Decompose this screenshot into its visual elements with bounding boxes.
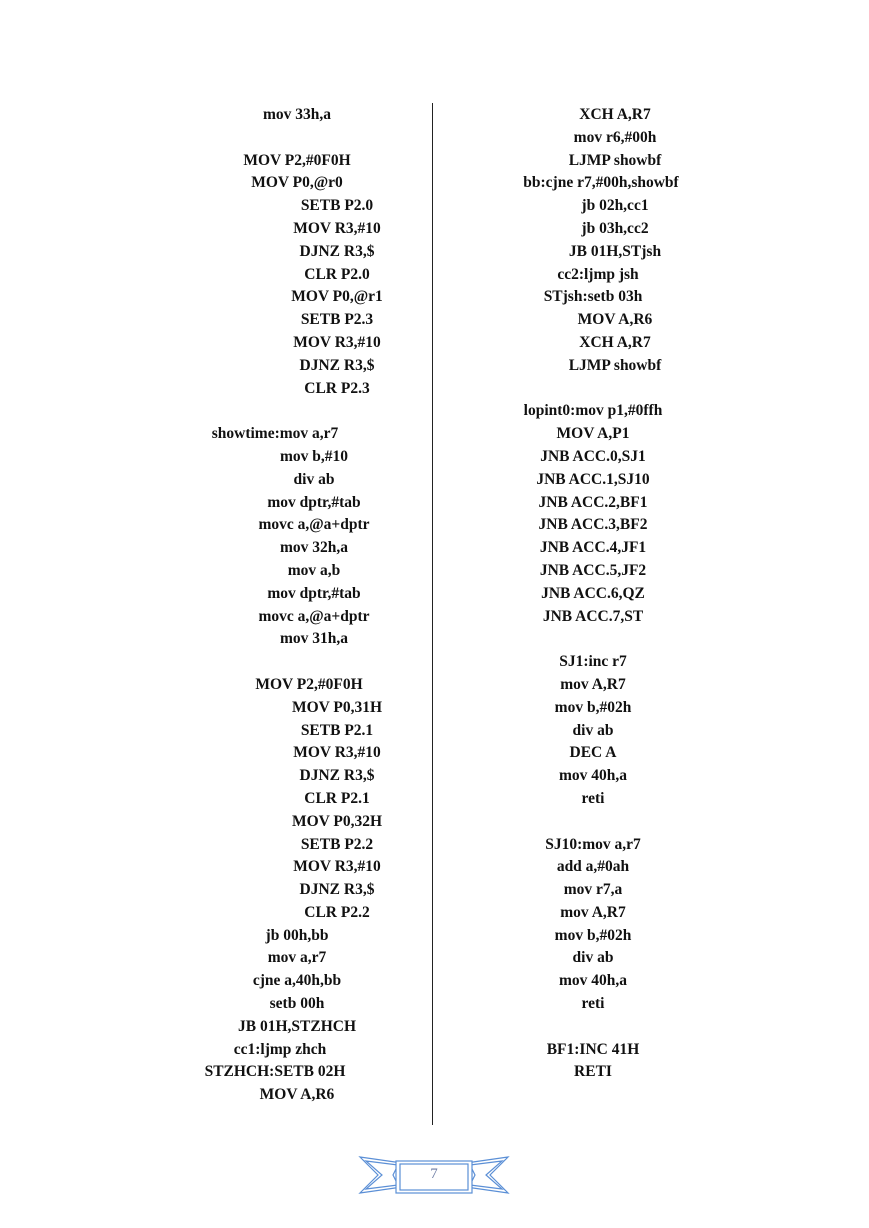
code-line-text: mov A,R7 bbox=[560, 903, 626, 921]
code-line-text: mov 33h,a bbox=[262, 106, 332, 123]
code-line bbox=[478, 834, 708, 857]
code-line-text: JNB ACC.2,BF1 bbox=[538, 493, 648, 511]
code-line-text: mov 40h,a bbox=[558, 972, 628, 990]
code-line bbox=[478, 104, 708, 127]
code-line bbox=[190, 514, 430, 537]
code-line-text: MOV P0,32H bbox=[291, 812, 383, 830]
code-line bbox=[190, 1084, 430, 1107]
code-line bbox=[190, 1039, 430, 1062]
code-line bbox=[190, 309, 430, 332]
code-line bbox=[478, 993, 708, 1016]
code-line-text: MOV A,R6 bbox=[577, 311, 653, 329]
code-line bbox=[190, 355, 430, 378]
code-line bbox=[478, 970, 708, 993]
code-line-text: cjne a,40h,bb bbox=[252, 972, 342, 990]
code-line bbox=[190, 1061, 430, 1084]
code-line bbox=[190, 925, 430, 948]
code-line bbox=[478, 811, 708, 834]
code-line-text: mov dptr,#tab bbox=[267, 493, 361, 511]
code-line bbox=[190, 127, 430, 150]
code-line-text: cc1:ljmp zhch bbox=[233, 1040, 327, 1058]
code-line bbox=[478, 925, 708, 948]
code-line bbox=[190, 286, 430, 309]
code-line bbox=[190, 788, 430, 811]
code-line-text: MOV P2,#0F0H bbox=[243, 151, 351, 169]
code-line-text: mov b,#02h bbox=[554, 926, 632, 944]
code-line-text: mov A,R7 bbox=[560, 675, 626, 693]
code-line-text: XCH A,R7 bbox=[579, 106, 651, 123]
code-line bbox=[478, 674, 708, 697]
code-line bbox=[190, 423, 430, 446]
code-line-text: JNB ACC.4,JF1 bbox=[539, 539, 647, 557]
code-line bbox=[190, 537, 430, 560]
code-line bbox=[478, 355, 708, 378]
code-line-text: JB 01H,STjsh bbox=[568, 242, 662, 260]
code-line bbox=[190, 651, 430, 674]
code-line-text: DJNZ R3,$ bbox=[299, 242, 375, 260]
code-line-text: div ab bbox=[572, 949, 614, 967]
code-line-text: mov r6,#00h bbox=[573, 128, 657, 146]
code-line bbox=[478, 560, 708, 583]
code-line bbox=[190, 834, 430, 857]
code-line bbox=[478, 286, 708, 309]
code-line bbox=[478, 697, 708, 720]
code-line bbox=[478, 332, 708, 355]
code-line-text: mov 40h,a bbox=[558, 767, 628, 785]
code-line-text: reti bbox=[581, 995, 605, 1013]
code-line-text: lopint0:mov p1,#0ffh bbox=[523, 402, 663, 420]
code-line bbox=[478, 879, 708, 902]
code-line bbox=[478, 150, 708, 173]
code-line-text: mov dptr,#tab bbox=[267, 584, 361, 602]
code-line-text: mov b,#10 bbox=[279, 447, 349, 465]
code-line bbox=[190, 606, 430, 629]
code-line-text: SETB P2.1 bbox=[300, 721, 374, 739]
code-line bbox=[190, 993, 430, 1016]
code-line-text: mov 31h,a bbox=[279, 630, 349, 648]
code-line-text: BF1:INC 41H bbox=[546, 1040, 640, 1058]
code-line-text: jb 03h,cc2 bbox=[581, 219, 649, 237]
code-line-text: STjsh:setb 03h bbox=[543, 288, 643, 306]
code-line bbox=[478, 902, 708, 925]
code-line-text: SETB P2.3 bbox=[300, 311, 374, 329]
code-line bbox=[190, 583, 430, 606]
code-line-text: CLR P2.2 bbox=[304, 903, 370, 921]
code-line-text: div ab bbox=[293, 470, 335, 488]
code-line-text: MOV P2,#0F0H bbox=[255, 675, 363, 693]
code-line bbox=[478, 264, 708, 287]
code-line-text: setb 00h bbox=[269, 995, 325, 1013]
code-line bbox=[190, 720, 430, 743]
code-line-text: CLR P2.1 bbox=[304, 789, 370, 807]
code-line bbox=[478, 1061, 708, 1084]
code-line bbox=[478, 583, 708, 606]
code-line bbox=[190, 241, 430, 264]
code-line-text: cc2:ljmp jsh bbox=[557, 265, 639, 283]
code-line-text: LJMP showbf bbox=[568, 356, 662, 374]
code-line-text: DJNZ R3,$ bbox=[299, 356, 375, 374]
code-line bbox=[478, 720, 708, 743]
code-line bbox=[478, 309, 708, 332]
code-column-left bbox=[190, 104, 430, 1107]
code-line bbox=[190, 879, 430, 902]
code-line-text: JNB ACC.1,SJ10 bbox=[536, 470, 650, 488]
code-line-text: MOV A,R6 bbox=[259, 1086, 335, 1104]
code-line bbox=[190, 856, 430, 879]
code-line-text: MOV P0,@r0 bbox=[251, 174, 343, 192]
code-line bbox=[478, 423, 708, 446]
code-line bbox=[478, 400, 708, 423]
code-line-text: DJNZ R3,$ bbox=[299, 767, 375, 785]
code-line bbox=[190, 902, 430, 925]
code-line bbox=[478, 651, 708, 674]
code-line bbox=[190, 446, 430, 469]
code-line bbox=[478, 127, 708, 150]
code-line-text: JNB ACC.3,BF2 bbox=[538, 516, 648, 534]
code-line-text: mov b,#02h bbox=[554, 698, 632, 716]
code-line bbox=[190, 970, 430, 993]
code-line-text: XCH A,R7 bbox=[579, 333, 651, 351]
code-line-text: CLR P2.3 bbox=[304, 379, 370, 397]
code-line-text: LJMP showbf bbox=[568, 151, 662, 169]
code-line-text: add a,#0ah bbox=[556, 858, 630, 876]
code-line-text: mov 32h,a bbox=[279, 539, 349, 557]
code-line bbox=[478, 378, 708, 401]
code-line bbox=[478, 172, 708, 195]
code-line-text: STZHCH:SETB 02H bbox=[204, 1063, 346, 1081]
code-line bbox=[478, 492, 708, 515]
code-line bbox=[190, 811, 430, 834]
code-line-text: SETB P2.0 bbox=[300, 197, 374, 215]
page-footer bbox=[358, 1153, 510, 1197]
code-line bbox=[190, 765, 430, 788]
code-column-right bbox=[478, 104, 708, 1084]
code-line-text: bb:cjne r7,#00h,showbf bbox=[523, 174, 679, 192]
code-line bbox=[190, 332, 430, 355]
code-line bbox=[478, 765, 708, 788]
code-line bbox=[478, 514, 708, 537]
code-line-text: JNB ACC.5,JF2 bbox=[539, 561, 647, 579]
code-line-text: DJNZ R3,$ bbox=[299, 881, 375, 899]
code-line-text: movc a,@a+dptr bbox=[258, 516, 370, 534]
code-line bbox=[478, 1039, 708, 1062]
code-line bbox=[190, 492, 430, 515]
code-line-text: MOV R3,#10 bbox=[293, 858, 381, 876]
code-line bbox=[190, 697, 430, 720]
code-line bbox=[478, 218, 708, 241]
code-line-text: JB 01H,STZHCH bbox=[238, 1017, 356, 1035]
code-line-text: RETI bbox=[574, 1063, 612, 1081]
code-line-text: SJ10:mov a,r7 bbox=[545, 835, 641, 853]
code-line bbox=[478, 469, 708, 492]
code-line bbox=[190, 264, 430, 287]
code-line bbox=[190, 378, 430, 401]
code-line-text: JNB ACC.6,QZ bbox=[541, 584, 645, 602]
code-line bbox=[190, 560, 430, 583]
code-line bbox=[190, 628, 430, 651]
code-line-text: MOV P0,31H bbox=[291, 698, 383, 716]
code-line bbox=[190, 1016, 430, 1039]
code-line-text: jb 02h,cc1 bbox=[581, 197, 649, 215]
code-line bbox=[478, 537, 708, 560]
code-line bbox=[190, 218, 430, 241]
code-line-text: mov a,b bbox=[287, 561, 341, 579]
code-line-text: mov r7,a bbox=[563, 881, 623, 899]
code-line bbox=[190, 150, 430, 173]
code-line-text: SETB P2.2 bbox=[300, 835, 374, 853]
code-line-text: showtime:mov a,r7 bbox=[211, 425, 339, 443]
code-line-text: JNB ACC.0,SJ1 bbox=[540, 447, 646, 465]
code-line bbox=[478, 856, 708, 879]
code-line-text: jb 00h,bb bbox=[265, 926, 329, 944]
code-line bbox=[478, 241, 708, 264]
code-line-text: MOV R3,#10 bbox=[293, 219, 381, 237]
code-line-text: mov a,r7 bbox=[267, 949, 327, 967]
code-line-text: CLR P2.0 bbox=[304, 265, 370, 283]
code-line bbox=[190, 195, 430, 218]
code-line bbox=[190, 469, 430, 492]
code-line bbox=[478, 628, 708, 651]
code-line bbox=[478, 195, 708, 218]
code-line-text: MOV R3,#10 bbox=[293, 744, 381, 762]
code-line bbox=[190, 742, 430, 765]
code-line-text: div ab bbox=[572, 721, 614, 739]
code-line-text: MOV P0,@r1 bbox=[291, 288, 383, 306]
code-line bbox=[190, 172, 430, 195]
code-line bbox=[478, 947, 708, 970]
code-line-text: JNB ACC.7,ST bbox=[542, 607, 644, 625]
code-line bbox=[190, 400, 430, 423]
code-line bbox=[190, 104, 430, 127]
code-line bbox=[478, 1016, 708, 1039]
code-line-text: SJ1:inc r7 bbox=[559, 653, 627, 671]
code-line bbox=[190, 947, 430, 970]
code-line-text: MOV A,P1 bbox=[556, 425, 630, 443]
column-divider bbox=[432, 103, 433, 1125]
code-line-text: reti bbox=[581, 789, 605, 807]
code-line bbox=[478, 742, 708, 765]
code-line bbox=[478, 446, 708, 469]
code-line bbox=[478, 606, 708, 629]
code-line-text: DEC A bbox=[569, 744, 617, 762]
code-line-text: movc a,@a+dptr bbox=[258, 607, 370, 625]
code-line bbox=[478, 788, 708, 811]
page-number: 7 bbox=[430, 1166, 438, 1182]
code-line-text: MOV R3,#10 bbox=[293, 333, 381, 351]
code-line bbox=[190, 674, 430, 697]
